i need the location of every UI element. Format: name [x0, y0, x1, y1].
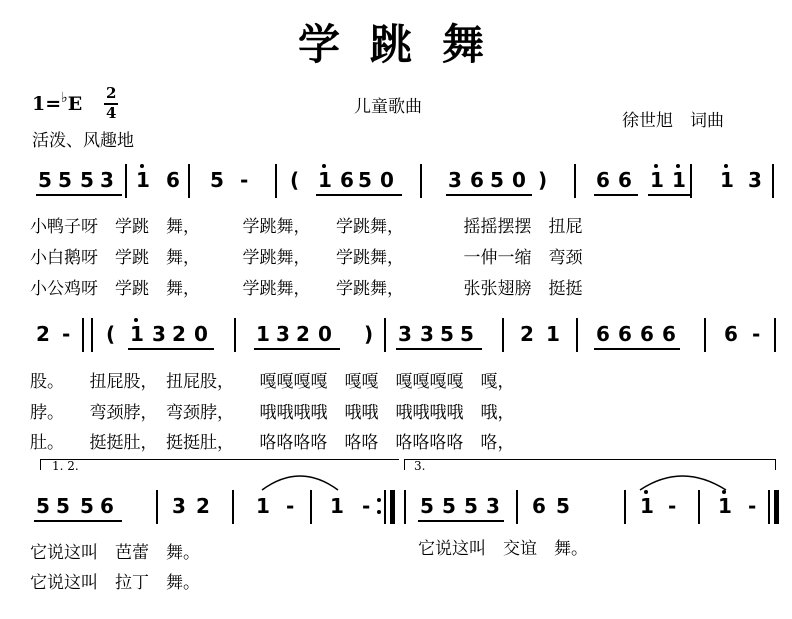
row2-note: 3: [398, 322, 412, 346]
volta-2-label: 3.: [414, 459, 426, 473]
row3-note: 5: [464, 494, 478, 518]
row2-note: 1: [130, 322, 144, 346]
row2-note: 3: [420, 322, 434, 346]
author-credit: 徐世旭 词曲: [622, 111, 724, 131]
row1-note: 5: [210, 168, 224, 192]
row3-note: -: [362, 494, 371, 518]
row1-note: 1: [672, 168, 686, 192]
row1-note: 5: [80, 168, 94, 192]
row2-note: 6: [640, 322, 654, 346]
row1-note: 3: [448, 168, 462, 192]
row2-note: 5: [440, 322, 454, 346]
row1-note: ): [538, 168, 548, 192]
row2-note: (: [106, 322, 116, 346]
row3-note: 1: [330, 494, 344, 518]
row3-note: 3: [486, 494, 500, 518]
tie-arc-2: [640, 476, 726, 490]
tempo-marking: 活泼、风趣地: [32, 131, 134, 151]
row1-note: 0: [512, 168, 526, 192]
row3-note: 6: [532, 494, 546, 518]
row3-note: 5: [36, 494, 50, 518]
key-prefix: 1=: [32, 93, 62, 115]
row1-note: 3: [100, 168, 114, 192]
row2-note: 2: [520, 322, 534, 346]
row2-note: 1: [546, 322, 560, 346]
row1-lyric-2: 小白鹅呀 学跳 舞， 学跳舞， 学跳舞， 一伸一缩 弯颈: [30, 248, 583, 268]
row1-note: 1: [650, 168, 664, 192]
row2-lyric-1: 股。 扭屁股， 扭屁股， 嘎嘎嘎嘎 嘎嘎 嘎嘎嘎嘎 嘎，: [30, 372, 515, 392]
row2-note: 2: [172, 322, 186, 346]
row2-note: 3: [276, 322, 290, 346]
row2-note: 2: [296, 322, 310, 346]
row1-note: 5: [38, 168, 52, 192]
row3-note: 5: [420, 494, 434, 518]
row3-note: 5: [556, 494, 570, 518]
row1-note: (: [290, 168, 300, 192]
tie-arc-1: [262, 476, 338, 490]
key-letter: E: [67, 93, 83, 115]
row1-note: 6: [596, 168, 610, 192]
row2-note: -: [752, 322, 761, 346]
row1-note: 6: [166, 168, 180, 192]
row2-note: ): [364, 322, 374, 346]
row3-note: 6: [100, 494, 114, 518]
row3-note: 1: [640, 494, 654, 518]
row2-note: 0: [318, 322, 332, 346]
row1-note: 1: [136, 168, 150, 192]
row2-note: 6: [662, 322, 676, 346]
row1-lyric-3: 小公鸡呀 学跳 舞， 学跳舞， 学跳舞， 张张翅膀 挺挺: [30, 279, 583, 299]
row3-note: -: [748, 494, 757, 518]
row3-note: 1: [718, 494, 732, 518]
row1-note: 6: [470, 168, 484, 192]
row2-note: 6: [724, 322, 738, 346]
row1-note: 1: [720, 168, 734, 192]
row1-note: 5: [490, 168, 504, 192]
flat-sign: ♭: [61, 90, 68, 106]
genre-label: 儿童歌曲: [354, 97, 422, 117]
row3-note: 5: [56, 494, 70, 518]
row1-note: 6: [340, 168, 354, 192]
row2-note: 2: [36, 322, 50, 346]
row1-note: 5: [358, 168, 372, 192]
row1-note: 3: [748, 168, 762, 192]
row1-lyric-1: 小鸭子呀 学跳 舞， 学跳舞， 学跳舞， 摇摇摆摆 扭屁: [30, 217, 583, 237]
row2-note: -: [62, 322, 71, 346]
row3-note: 3: [172, 494, 186, 518]
row1-note: 1: [318, 168, 332, 192]
row3-lyric-3: 它说这叫 交谊 舞。: [418, 539, 588, 559]
row2-note: 5: [460, 322, 474, 346]
row1-note: 5: [58, 168, 72, 192]
row3-lyric-2: 它说这叫 拉丁 舞。: [30, 573, 200, 593]
row2-note: 6: [596, 322, 610, 346]
row1-note: -: [240, 168, 249, 192]
row3-lyric-1: 它说这叫 芭蕾 舞。: [30, 543, 200, 563]
row3-note: 5: [80, 494, 94, 518]
row3-note: 1: [256, 494, 270, 518]
volta-1-label: 1. 2.: [52, 459, 79, 473]
row2-note: 3: [152, 322, 166, 346]
row3-note: 5: [442, 494, 456, 518]
row2-lyric-2: 脖。 弯颈脖， 弯颈脖， 哦哦哦哦 哦哦 哦哦哦哦 哦，: [30, 403, 515, 423]
row3-note: -: [286, 494, 295, 518]
row1-note: 6: [618, 168, 632, 192]
row2-note: 0: [194, 322, 208, 346]
time-bottom: 4: [106, 104, 117, 122]
row2-note: 6: [618, 322, 632, 346]
row1-note: 0: [380, 168, 394, 192]
row2-note: 1: [256, 322, 270, 346]
row3-note: 2: [196, 494, 210, 518]
song-title: 学跳舞: [298, 20, 515, 69]
time-top: 2: [106, 84, 117, 102]
row3-note: -: [668, 494, 677, 518]
row2-lyric-3: 肚。 挺挺肚， 挺挺肚， 咯咯咯咯 咯咯 咯咯咯咯 咯，: [30, 433, 515, 453]
